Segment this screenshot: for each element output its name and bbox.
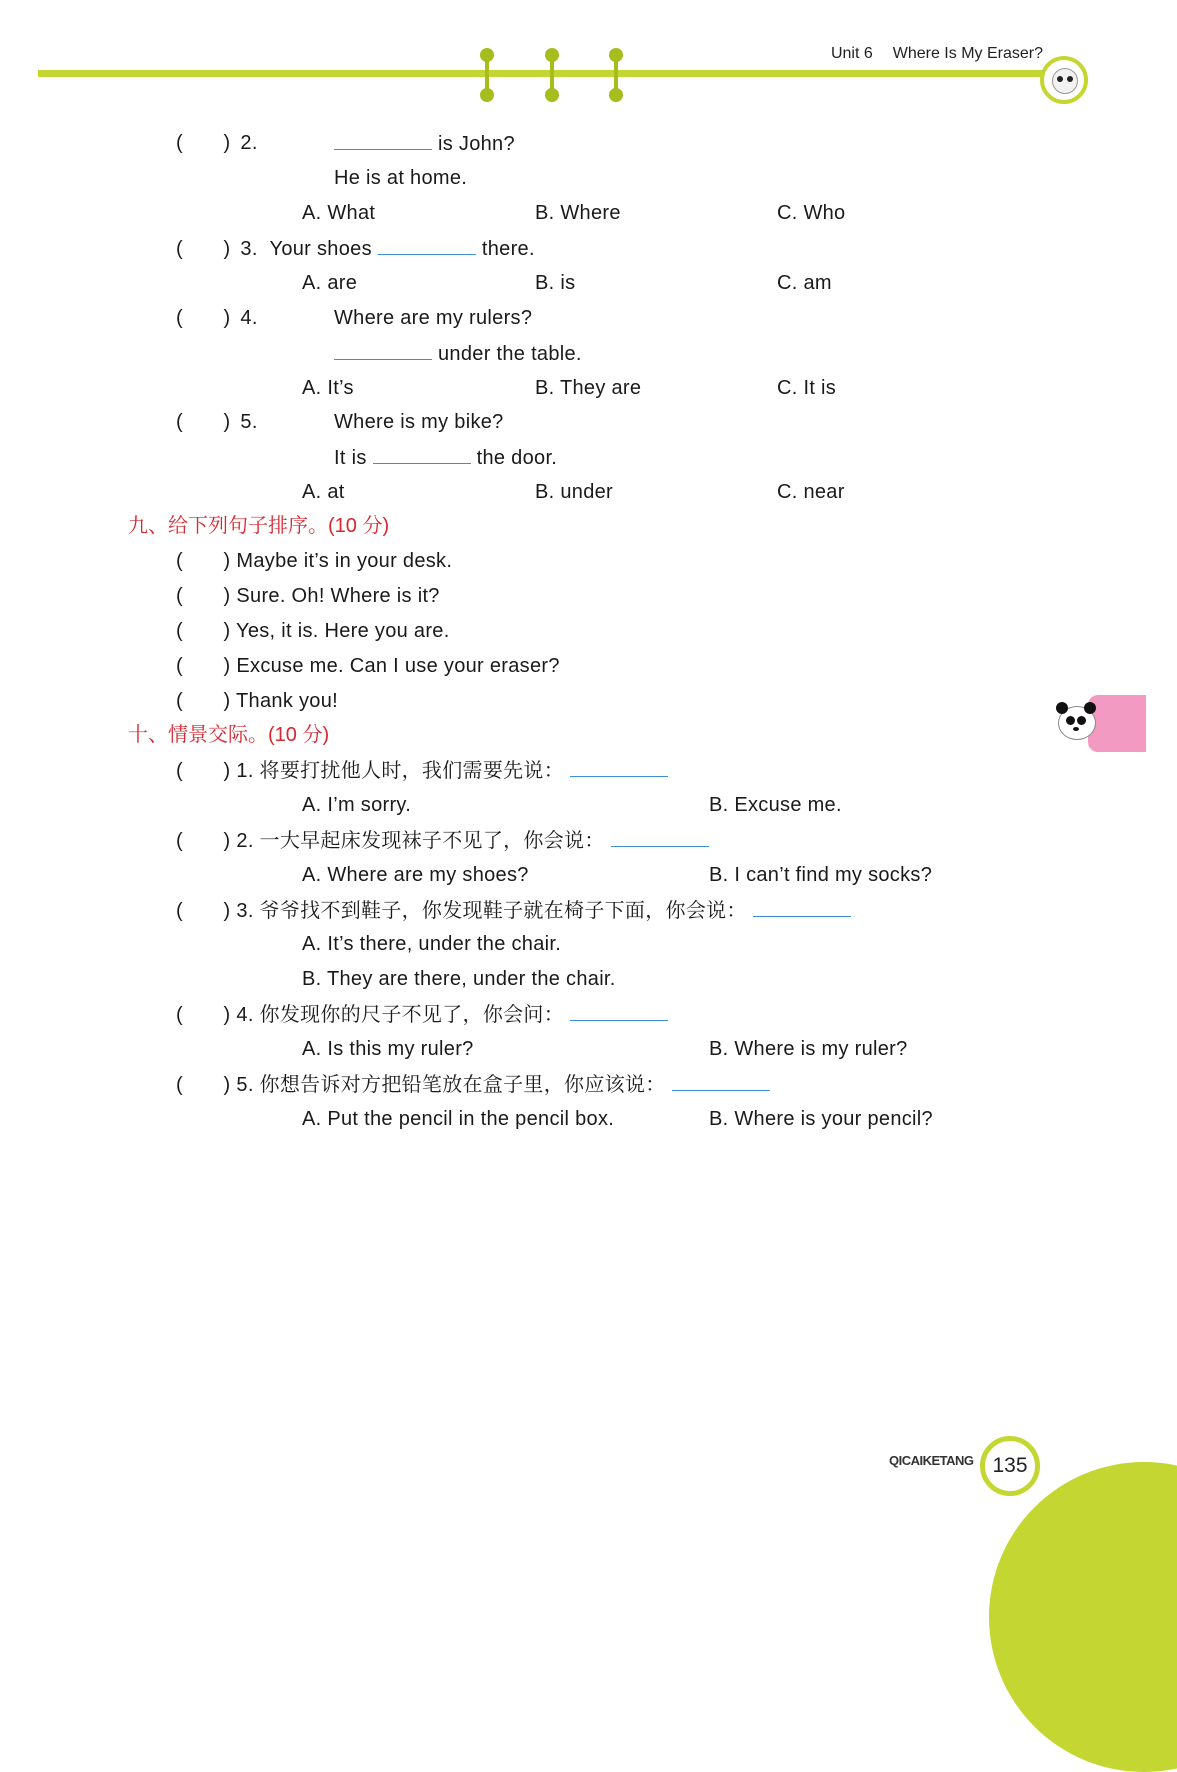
question-row: ( ) 3. Your shoes there. [176, 238, 535, 260]
panda-logo-icon [1040, 56, 1088, 104]
option-a: A. What [302, 202, 376, 224]
header-rule [38, 70, 1048, 77]
option-a: A. Is this my ruler? [302, 1038, 474, 1060]
answer-blank[interactable] [570, 758, 668, 777]
question-text: It is the door. [334, 447, 558, 469]
option-c: C. near [777, 481, 845, 503]
option-b: B. They are there, under the chair. [302, 968, 616, 990]
binder-ring-icon [609, 48, 623, 102]
question-text: under the table. [334, 341, 582, 366]
answer-blank[interactable] [753, 898, 851, 917]
page-number: 135 [980, 1436, 1040, 1496]
answer-blank[interactable] [611, 828, 709, 847]
option-a: A. at [302, 481, 345, 503]
option-a: A. Put the pencil in the pencil box. [302, 1108, 615, 1130]
option-a: A. Where are my shoes? [302, 864, 529, 886]
question-row: ( ) 4. 你发现你的尺子不见了，你会问： [176, 1002, 674, 1027]
option-b: B. Where is your pencil? [709, 1108, 933, 1130]
panda-icon [1054, 702, 1098, 742]
unit-number: Unit 6 [830, 45, 873, 62]
binder-ring-icon [545, 48, 559, 102]
unit-title: Where Is My Eraser? [892, 45, 1043, 62]
unit-header [831, 45, 1043, 63]
question-text: Where are my rulers? [334, 307, 533, 329]
option-c: C. am [777, 272, 832, 294]
corner-decoration [989, 1462, 1177, 1772]
question-text: is John? [334, 131, 515, 156]
option-b: B. Excuse me. [709, 794, 842, 816]
section-title: 九、给下列句子排序。(10 分) [128, 515, 390, 537]
binder-ring-icon [480, 48, 494, 102]
answer-blank[interactable] [570, 1002, 668, 1021]
section-title: 十、情景交际。(10 分) [128, 724, 330, 746]
question-row: ( ) 2. 一大早起床发现袜子不见了，你会说： [176, 828, 715, 853]
option-b: B. They are [535, 377, 642, 399]
question-number: 2. [240, 132, 258, 154]
question-row: ( ) 3. 爷爷找不到鞋子，你发现鞋子就在椅子下面，你会说： [176, 898, 857, 923]
option-b: B. Where is my ruler? [709, 1038, 908, 1060]
question-row: ( ) 5. [176, 411, 258, 433]
ordering-item: ( ) Yes, it is. Here you are. [176, 620, 450, 642]
option-b: B. under [535, 481, 614, 503]
answer-blank[interactable] [378, 236, 476, 255]
question-text: Where is my bike? [334, 411, 504, 433]
footer-brand: QICAIKETANG [889, 1453, 974, 1468]
answer-blank[interactable] [373, 445, 471, 464]
option-a: A. It’s [302, 377, 354, 399]
answer-blank[interactable] [334, 131, 432, 150]
ordering-item: ( ) Maybe it’s in your desk. [176, 550, 453, 572]
ordering-item: ( ) Sure. Oh! Where is it? [176, 585, 440, 607]
option-b: B. Where [535, 202, 621, 224]
question-row: ( ) 5. 你想告诉对方把铅笔放在盒子里，你应该说： [176, 1072, 776, 1097]
option-a: A. It’s there, under the chair. [302, 933, 562, 955]
ordering-item: ( ) Excuse me. Can I use your eraser? [176, 655, 560, 677]
option-b: B. I can’t find my socks? [709, 864, 933, 886]
answer-paren: ( ) [176, 132, 231, 154]
option-a: A. are [302, 272, 358, 294]
ordering-item: ( ) Thank you! [176, 690, 338, 712]
option-a: A. I’m sorry. [302, 794, 412, 816]
answer-blank[interactable] [672, 1072, 770, 1091]
answer-blank[interactable] [334, 341, 432, 360]
question-row [176, 131, 258, 155]
option-c: C. Who [777, 202, 846, 224]
question-row: ( ) 4. [176, 307, 258, 329]
option-b: B. is [535, 272, 576, 294]
option-c: C. It is [777, 377, 837, 399]
question-row: ( ) 1. 将要打扰他人时，我们需要先说： [176, 758, 674, 783]
question-text: He is at home. [334, 167, 468, 189]
